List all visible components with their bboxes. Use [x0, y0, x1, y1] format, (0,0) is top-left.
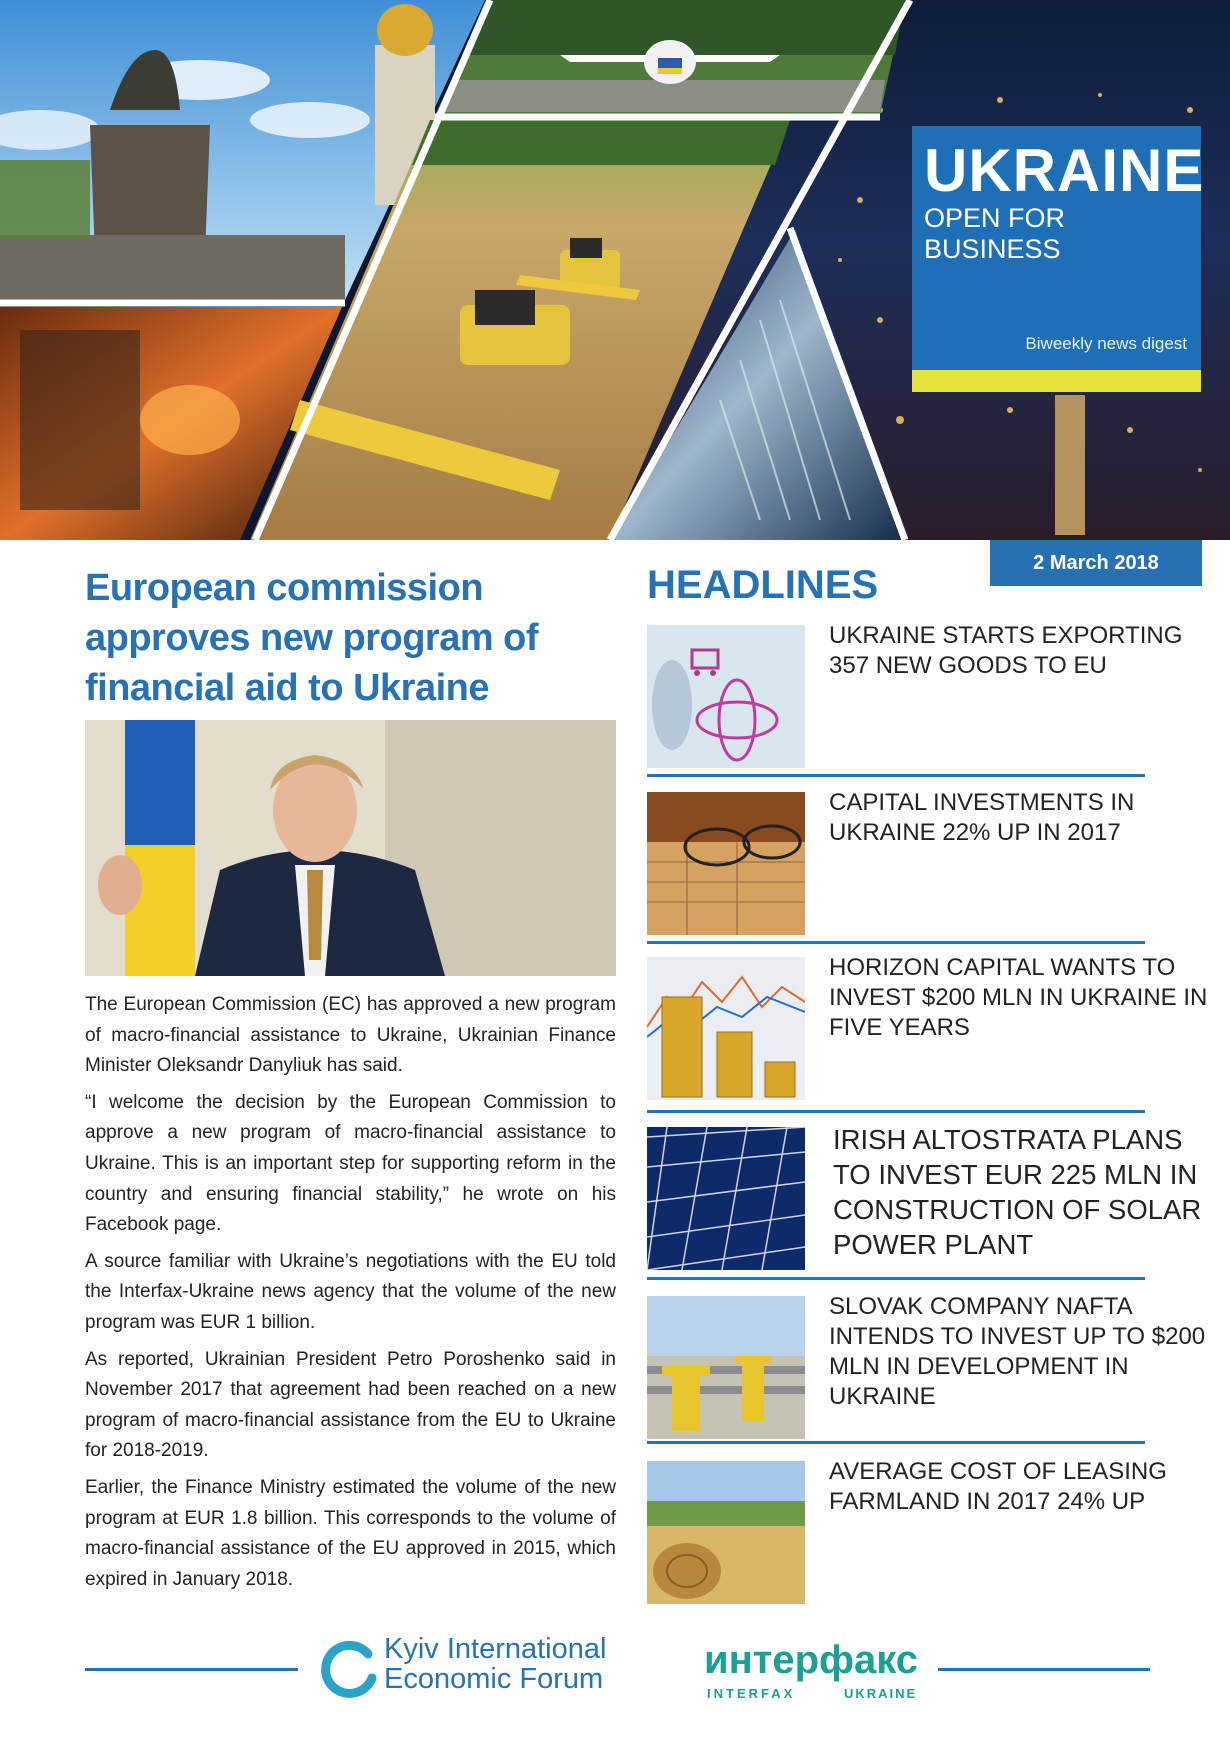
- pipeline-valve-icon: [647, 1296, 805, 1439]
- interfax-logo-sub1: INTERFAX: [707, 1686, 796, 1701]
- article-title: European commission approves new program of financial aid to Ukraine: [85, 567, 539, 709]
- interfax-logo: [704, 1634, 929, 1710]
- article-paragraph: As reported, Ukrainian President Petro Poroshenko said in November 2017 that agreement had been reached on a new program of macro-financial assistance from the EU to Ukraine for 2018-2019.: [85, 1348, 616, 1462]
- hay-bale-icon: [647, 1461, 805, 1604]
- headline-text: CAPITAL INVESTMENTS IN UKRAINE 22% UP IN 2017: [829, 789, 1135, 846]
- headline-text: UKRAINE STARTS EXPORTING 357 NEW GOODS TO EU: [829, 622, 1183, 679]
- kief-logo-text: [384, 1634, 606, 1694]
- headline-divider: [647, 1441, 1145, 1444]
- headline-divider: [647, 1277, 1145, 1280]
- cover-accent-stripe: [912, 370, 1201, 392]
- headline-item[interactable]: [647, 622, 1227, 770]
- kief-line2: Economic Forum: [384, 1663, 604, 1695]
- kief-logo: [318, 1634, 648, 1710]
- glasses-chart-icon: [647, 792, 805, 935]
- headline-divider: [647, 941, 1145, 944]
- cover-subtitle: OPEN FOR BUSINESS: [924, 203, 1066, 264]
- interfax-logo-sub2: UKRAINE: [844, 1686, 918, 1701]
- headline-item[interactable]: [647, 1458, 1227, 1606]
- headline-item[interactable]: [647, 789, 1227, 937]
- kief-logo-icon: [320, 1640, 380, 1700]
- cover-title: UKRAINE: [924, 137, 1205, 204]
- portrait-image: [85, 720, 616, 976]
- article-photo: [85, 720, 616, 976]
- footer-divider-left: [85, 1668, 298, 1671]
- article-paragraph: Earlier, the Finance Ministry estimated the volume of the new program at EUR 1.8 billion. This corresponds to the volume of macro-financial assistance of the EU approved in 2015, which expired in January 2018.: [85, 1476, 616, 1590]
- cover-collage: [0, 0, 1230, 540]
- interfax-logo-main: интерфакс: [704, 1638, 919, 1682]
- article-paragraph: A source familiar with Ukraine’s negotiations with the EU told the Interfax-Ukraine news agency that the volume of the new program was EUR 1 billion.: [85, 1250, 616, 1333]
- solar-panel-icon: [647, 1127, 805, 1270]
- article-body: [85, 990, 616, 1601]
- headline-text: SLOVAK COMPANY NAFTA INTENDS TO INVEST UP TO $200 MLN IN DEVELOPMENT IN UKRAINE: [829, 1293, 1206, 1410]
- headline-text: IRISH ALTOSTRATA PLANS TO INVEST EUR 225 MLN IN CONSTRUCTION OF SOLAR POWER PLANT: [833, 1124, 1202, 1260]
- headline-text: AVERAGE COST OF LEASING FARMLAND IN 2017 24% UP: [829, 1458, 1167, 1515]
- headline-text: HORIZON CAPITAL WANTS TO INVEST $200 MLN IN UKRAINE IN FIVE YEARS: [829, 954, 1208, 1041]
- kief-line1: Kyiv International: [384, 1633, 607, 1665]
- headline-item[interactable]: [647, 1293, 1227, 1441]
- headline-item[interactable]: [647, 954, 1227, 1102]
- cover-title-box: [912, 126, 1205, 370]
- footer-divider-right: [938, 1668, 1150, 1671]
- headlines-title: HEADLINES: [647, 563, 879, 607]
- issue-date-badge: 2 March 2018: [990, 540, 1202, 586]
- headline-divider: [647, 1110, 1145, 1113]
- cover-digest-label: Biweekly news digest: [1025, 334, 1187, 353]
- article-paragraph: “I welcome the decision by the European Commission to approve a new program of macro-financial assistance to Ukraine. This is an important step for supporting reform in the country and ensuring financial stability,” he wrote on his Facebook page.: [85, 1091, 616, 1236]
- headline-item[interactable]: [647, 1124, 1227, 1272]
- article-paragraph: The European Commission (EC) has approved a new program of macro-financial assistance to Ukraine, Ukrainian Finance Minister Oleksandr Danyliuk has said.: [85, 994, 616, 1077]
- headline-divider: [647, 774, 1145, 777]
- ecommerce-icon: [647, 625, 805, 768]
- coins-chart-icon: [647, 957, 805, 1100]
